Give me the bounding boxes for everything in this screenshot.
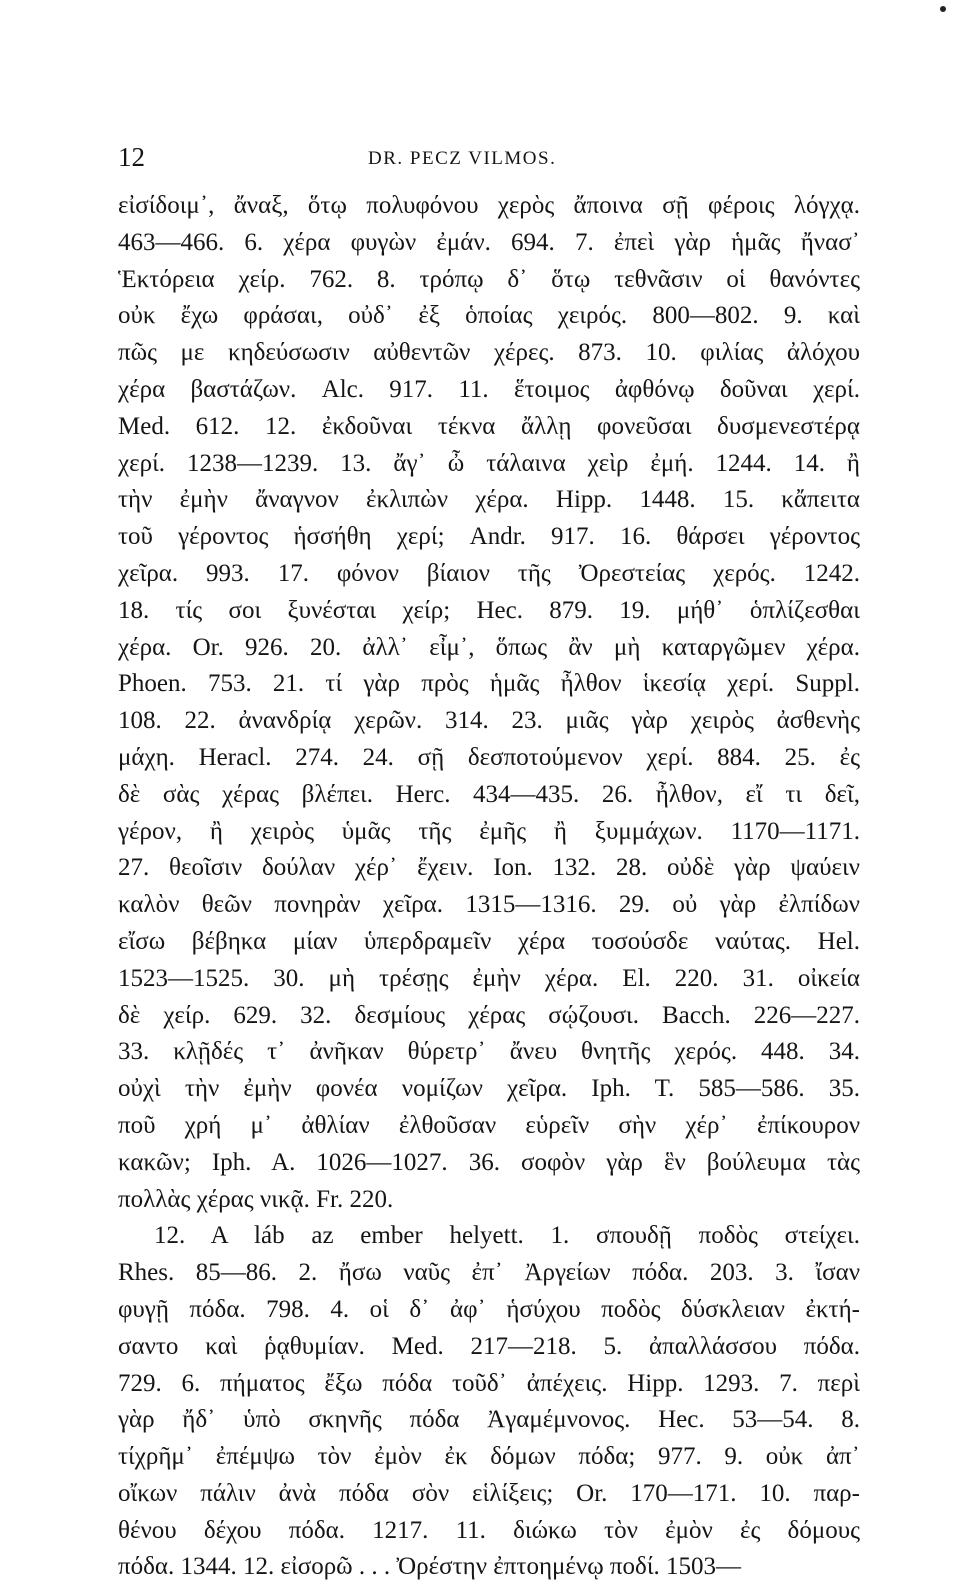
text-line: 27. θεοῖσιν δούλαν χέρ᾽ ἔχειν. Ion. 132. 28. οὐδὲ γὰρ ψαύειν (118, 854, 860, 882)
text-line: 729. 6. πήματος ἔξω πόδα τοῦδ᾽ ἀπέχεις. Hipp. 1293. 7. περὶ (118, 1369, 860, 1397)
text-line: τοῦ γέροντος ἡσσήθη χερί; Andr. 917. 16. θάρσει γέροντος (118, 523, 860, 551)
text-line: γέρον, ἢ χειρὸς ὑμᾶς τῆς ἐμῆς ἢ ξυμμάχων. 1170—1171. (118, 817, 860, 845)
text-line: εἴσω βέβηκα μίαν ὑπερδραμεῖν χέρα τοσούσδε ναύτας. Hel. (118, 927, 860, 955)
text-line: πολλὰς χέρας νικᾷ. Fr. 220. (118, 1185, 394, 1213)
text-line: 463—466. 6. χέρα φυγὼν ἐμάν. 694. 7. ἐπεὶ γὰρ ἡμᾶς ἤνασ᾽ (118, 228, 860, 256)
text-line: πῶς με κηδεύσωσιν αὐθεντῶν χέρες. 873. 10. φιλίας ἀλόχου (118, 339, 860, 367)
text-line: δὲ σὰς χέρας βλέπει. Herc. 434—435. 26. ἦλθον, εἴ τι δεῖ, (118, 780, 860, 808)
text-line: τὴν ἐμὴν ἄναγνον ἐκλιπὼν χέρα. Hipp. 1448. 15. κἄπειτα (118, 486, 860, 514)
text-line: χέρα βαστάζων. Alc. 917. 11. ἕτοιμος ἀφθόνῳ δοῦναι χερί. (118, 375, 860, 403)
body-text (118, 188, 860, 1586)
text-line: οὐκ ἔχω φράσαι, οὐδ᾽ ἐξ ὁποίας χειρός. 800—802. 9. καὶ (118, 302, 860, 330)
text-line: οὐχὶ τὴν ἐμὴν φονέα νομίζων χεῖρα. Iph. T. 585—586. 35. (118, 1075, 860, 1103)
text-line: καλὸν θεῶν πονηρὰν χεῖρα. 1315—1316. 29. οὐ γὰρ ἐλπίδων (118, 891, 860, 919)
text-line: οἴκων πάλιν ἀνὰ πόδα σὸν εἱλίξεις; Or. 170—171. 10. παρ- (118, 1479, 860, 1507)
page-number: 12 (118, 142, 145, 172)
text-line: 12. A láb az ember helyett. 1. σπουδῇ ποδὸς στείχει. (154, 1222, 860, 1250)
text-line: 1523—1525. 30. μὴ τρέσῃς ἐμὴν χέρα. El. 220. 31. οἰκεία (118, 964, 860, 992)
ink-speck (940, 6, 946, 12)
text-line: κακῶν; Iph. A. 1026—1027. 36. σοφὸν γὰρ ἓν βούλευμα τὰς (118, 1148, 860, 1176)
text-line: χέρα. Or. 926. 20. ἀλλ᾽ εἶμ᾽, ὅπως ἂν μὴ καταργῶμεν χέρα. (118, 633, 860, 661)
text-line: φυγῇ πόδα. 798. 4. οἱ δ᾽ ἀφ᾽ ἡσύχου ποδὸς δύσκλειαν ἐκτή- (118, 1295, 860, 1323)
text-line: γὰρ ἤδ᾽ ὑπὸ σκηνῆς πόδα Ἀγαμέμνονος. Hec. 53—54. 8. (118, 1406, 860, 1434)
text-line: Med. 612. 12. ἐκδοῦναι τέκνα ἄλλῃ φονεῦσαι δυσμενεστέρᾳ (118, 412, 860, 440)
text-line: Rhes. 85—86. 2. ἤσω ναῦς ἐπ᾽ Ἀργείων πόδα. 203. 3. ἴσαν (118, 1259, 860, 1287)
text-line: 18. τίς σοι ξυνέσται χείρ; Hec. 879. 19. μήθ᾽ ὁπλίζεσθαι (118, 596, 860, 624)
text-line: θένου δέχου πόδα. 1217. 11. διώκω τὸν ἐμὸν ἐς δόμους (118, 1516, 860, 1544)
text-line: Ἑκτόρεια χείρ. 762. 8. τρόπῳ δ᾽ ὅτῳ τεθνᾶσιν οἱ θανόντες (118, 265, 860, 293)
text-line: τίχρῆμ᾽ ἐπέμψω τὸν ἐμὸν ἐκ δόμων πόδα; 977. 9. οὐκ ἀπ᾽ (118, 1443, 860, 1471)
text-line: 108. 22. ἀνανδρίᾳ χερῶν. 314. 23. μιᾶς γὰρ χειρὸς ἀσθενὴς (118, 707, 860, 735)
text-line: Phoen. 753. 21. τί γὰρ πρὸς ἡμᾶς ἦλθον ἱκεσίᾳ χερί. Suppl. (118, 670, 860, 698)
text-line: χερί. 1238—1239. 13. ἄγ᾽ ὦ τάλαινα χεὶρ ἐμή. 1244. 14. ἢ (118, 449, 860, 477)
text-line: δὲ χείρ. 629. 32. δεσμίους χέρας σῴζουσι. Bacch. 226—227. (118, 1001, 860, 1029)
page-header (118, 140, 860, 180)
text-line: χεῖρα. 993. 17. φόνον βίαιον τῆς Ὀρεστείας χερός. 1242. (118, 559, 860, 587)
text-line: σαντο καὶ ῥᾳθυμίαν. Med. 217—218. 5. ἀπαλλάσσου πόδα. (118, 1332, 860, 1360)
text-line: 33. κλῇδές τ᾽ ἀνῆκαν θύρετρ᾽ ἄνευ θνητῆς χερός. 448. 34. (118, 1038, 860, 1066)
text-line: μάχη. Heracl. 274. 24. σῇ δεσποτούμενον χερί. 884. 25. ἐς (118, 743, 860, 771)
text-line: πόδα. 1344. 12. εἰσορῶ . . . Ὀρέστην ἐπτοημένῳ ποδί. 1503— (118, 1553, 742, 1581)
text-line: εἰσίδοιμ᾽, ἄναξ, ὅτῳ πολυφόνου χερὸς ἄποινα σῇ φέροις λόγχᾳ. (118, 192, 860, 219)
text-line: ποῦ χρή μ᾽ ἀθλίαν ἐλθοῦσαν εὑρεῖν σὴν χέρ᾽ ἐπίκουρον (118, 1111, 860, 1139)
running-head: DR. PECZ VILMOS. (368, 148, 557, 169)
